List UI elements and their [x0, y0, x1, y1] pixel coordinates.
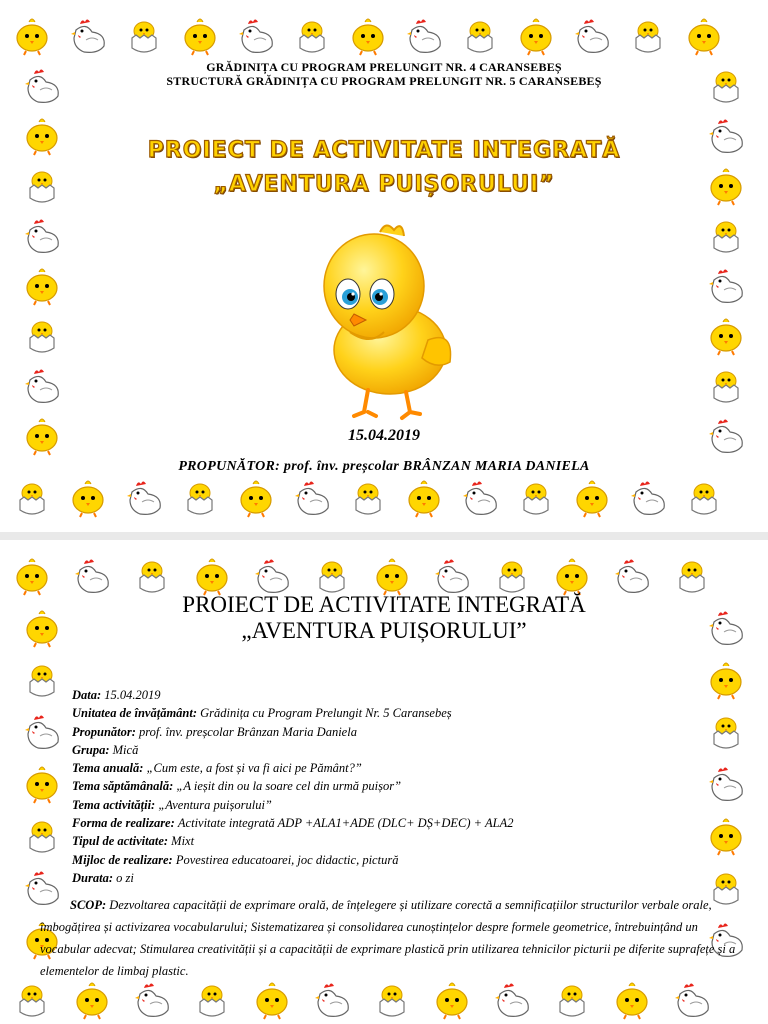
- chick-icon: [180, 16, 220, 61]
- hatching-egg-icon: [348, 478, 388, 523]
- field-label: Forma de realizare:: [72, 816, 175, 831]
- chick-icon: [22, 764, 62, 809]
- hen-icon: [22, 366, 62, 411]
- chick-icon: [68, 478, 108, 523]
- hatching-egg-icon: [12, 980, 52, 1024]
- field-value: „A ieșit din ou la soare cel din urmă puișor”: [176, 779, 402, 794]
- hatching-egg-icon: [706, 366, 746, 411]
- hatching-egg-icon: [552, 980, 592, 1024]
- field-label: Data:: [72, 688, 102, 702]
- chick-icon: [432, 980, 472, 1024]
- chick-icon: [236, 478, 276, 523]
- scope-text: Dezvoltarea capacității de exprimare orală, de înțelegere și utilizare corectă a semnificațiilor structurilor verbale orale, îmbogățirea și activizarea vocabularului; Sistematizarea și consolidarea cunoștințelor despre formele geometrice, întrebuințând un vocabular adecvat; Stimularea creativității și a capacității de exprimare plastică prin utilizarea tehnicilor picturii pe diferite suprafețe și a elementelor de limbaj plastic.: [40, 898, 736, 978]
- field-label: Tema activității:: [72, 797, 156, 812]
- field-row: [72, 686, 732, 704]
- hatching-egg-icon: [22, 816, 62, 861]
- field-row: [72, 796, 732, 814]
- chick-icon: [572, 478, 612, 523]
- field-row: [72, 777, 732, 795]
- scope-label: SCOP:: [70, 898, 107, 912]
- hen-icon: [628, 478, 668, 523]
- page-separator: [0, 532, 768, 540]
- hen-icon: [68, 16, 108, 61]
- field-value: prof. înv. preșcolar Brânzan Maria Daniela: [139, 724, 357, 739]
- project-subtitle: „AVENTURA PUIȘORULUI”: [213, 172, 555, 197]
- hen-icon: [22, 712, 62, 757]
- field-value: „Aventura puișorului”: [158, 797, 272, 812]
- chick-icon: [348, 16, 388, 61]
- cover-date: 15.04.2019: [348, 427, 420, 444]
- field-row: [72, 741, 732, 759]
- chick-icon: [252, 980, 292, 1024]
- hatching-egg-icon: [180, 478, 220, 523]
- chick-icon: [516, 16, 556, 61]
- field-row: [72, 704, 732, 722]
- hatching-egg-icon: [292, 16, 332, 61]
- page-subtitle: „AVENTURA PUIȘORULUI”: [241, 618, 527, 643]
- hatching-egg-icon: [706, 216, 746, 261]
- hen-icon: [292, 478, 332, 523]
- hen-icon: [236, 16, 276, 61]
- hen-icon: [572, 16, 612, 61]
- field-row: [72, 832, 732, 850]
- hen-icon: [672, 980, 712, 1024]
- chick-illustration: [310, 222, 460, 422]
- hen-icon: [132, 980, 172, 1024]
- field-value: Mixt: [171, 834, 195, 849]
- field-label: Unitatea de învățământ:: [72, 706, 197, 721]
- field-label: Grupa:: [72, 742, 110, 757]
- field-row: [72, 869, 732, 887]
- hen-icon: [124, 478, 164, 523]
- field-label: Propunător:: [72, 724, 136, 739]
- field-row: [72, 851, 732, 869]
- hen-icon: [312, 980, 352, 1024]
- hen-icon: [706, 266, 746, 311]
- kindergarten-structure: STRUCTURĂ GRĂDINIȚA CU PROGRAM PRELUNGIT NR. 5 CARANSEBEȘ: [166, 74, 602, 88]
- field-label: Durata:: [72, 870, 113, 885]
- chick-icon: [22, 266, 62, 311]
- field-label: Tipul de activitate:: [72, 834, 169, 849]
- field-row: [72, 814, 732, 832]
- hatching-egg-icon: [22, 316, 62, 361]
- chick-icon: [72, 980, 112, 1024]
- hatching-egg-icon: [516, 478, 556, 523]
- hatching-egg-icon: [192, 980, 232, 1024]
- field-value: 15.04.2019: [104, 688, 161, 702]
- field-label: Tema anuală:: [72, 761, 144, 776]
- chick-icon: [404, 478, 444, 523]
- field-label: Mijloc de realizare:: [72, 852, 173, 867]
- scope-section: [40, 894, 740, 982]
- cover-proposer: PROPUNĂTOR: prof. înv. preșcolar BRÂNZAN MARIA DANIELA: [178, 459, 590, 474]
- chick-icon: [684, 16, 724, 61]
- hen-icon: [460, 478, 500, 523]
- kindergarten-name: GRĂDINIȚA CU PROGRAM PRELUNGIT NR. 4 CARANSEBEȘ: [206, 60, 562, 74]
- page-title: PROIECT DE ACTIVITATE INTEGRATĂ: [182, 592, 586, 617]
- field-value: „Cum este, a fost și va fi aici pe Pământ?”: [146, 761, 362, 776]
- chick-icon: [706, 316, 746, 361]
- hatching-egg-icon: [628, 16, 668, 61]
- field-row: [72, 759, 732, 777]
- hatching-egg-icon: [124, 16, 164, 61]
- project-title: PROIECT DE ACTIVITATE INTEGRATĂ: [147, 138, 621, 163]
- field-value: Mică: [112, 742, 139, 757]
- content-page: [0, 540, 768, 1024]
- field-value: Povestirea educatoarei, joc didactic, pictură: [175, 852, 399, 867]
- field-value: o zi: [116, 870, 134, 885]
- hatching-egg-icon: [12, 478, 52, 523]
- field-label: Tema săptămânală:: [72, 779, 174, 794]
- hatching-egg-icon: [372, 980, 412, 1024]
- hatching-egg-icon: [684, 478, 724, 523]
- hatching-egg-icon: [22, 660, 62, 705]
- chick-icon: [12, 16, 52, 61]
- hen-icon: [404, 16, 444, 61]
- hatching-egg-icon: [460, 16, 500, 61]
- field-row: [72, 723, 732, 741]
- hen-icon: [22, 216, 62, 261]
- field-value: Grădinița cu Program Prelungit Nr. 5 Caransebeș: [200, 706, 452, 721]
- project-fields: [72, 686, 732, 887]
- chick-icon: [612, 980, 652, 1024]
- field-value: Activitate integrată ADP +ALA1+ADE (DLC+ DȘ+DEC) + ALA2: [177, 816, 514, 831]
- hen-icon: [492, 980, 532, 1024]
